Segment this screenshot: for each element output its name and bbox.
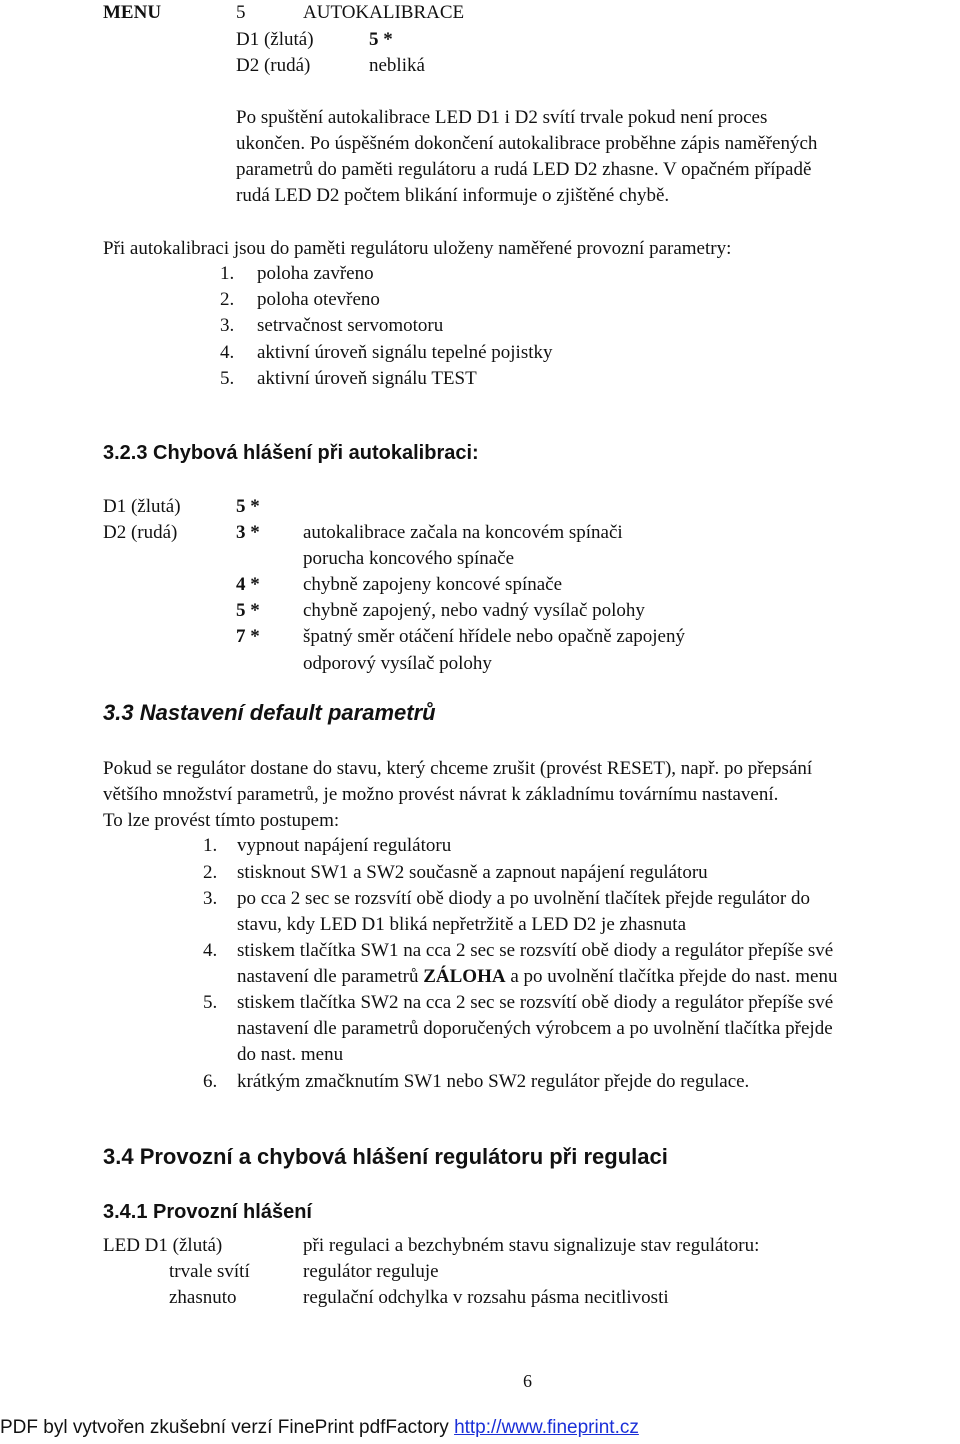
step-text: stisknout SW1 a SW2 současně a zapnout napájení regulátoru	[237, 862, 708, 883]
step-text: krátkým zmačknutím SW1 nebo SW2 regulátor přejde do regulace.	[237, 1071, 750, 1092]
error-description: chybně zapojený, nebo vadný vysílač polohy	[303, 600, 645, 621]
reset-paragraph-line: Pokud se regulátor dostane do stavu, který chceme zrušit (provést RESET), např. po přepsání	[103, 758, 813, 779]
step-text: po cca 2 sec se rozsvítí obě diody a po uvolnění tlačítek přejde regulátor do	[237, 888, 810, 909]
menu-paragraph-line: rudá LED D2 počtem blikání informuje o zjištěné chybě.	[236, 185, 670, 206]
reset-paragraph-line: To lze provést tímto postupem:	[103, 810, 340, 831]
menu-d1-value: 5 *	[369, 29, 393, 50]
status-row-label: LED D1 (žlutá)	[103, 1235, 223, 1256]
footer-text: PDF byl vytvořen zkušební verzí FinePrint pdfFactory	[0, 1417, 455, 1438]
error-code: 3 *	[236, 522, 260, 543]
page-number: 6	[523, 1371, 532, 1391]
menu-d2-led: D2 (rudá)	[236, 55, 311, 76]
params-item-number: 3.	[220, 315, 235, 336]
params-item: poloha zavřeno	[257, 263, 374, 284]
step-number: 6.	[203, 1071, 218, 1092]
status-row-label: zhasnuto	[169, 1287, 237, 1308]
status-row-value: regulační odchylka v rozsahu pásma necitlivosti	[303, 1287, 669, 1308]
params-item: setrvačnost servomotoru	[257, 315, 444, 336]
error-description: porucha koncového spínače	[303, 548, 515, 569]
d1-blink-code: 5 *	[236, 496, 260, 517]
menu-paragraph-line: ukončen. Po úspěšném dokončení autokalibrace proběhne zápis naměřených	[236, 133, 818, 154]
step-text: do nast. menu	[237, 1044, 344, 1065]
error-code: 5 *	[236, 600, 260, 621]
step-number: 3.	[203, 888, 218, 909]
error-code: 7 *	[236, 626, 260, 647]
footer-link[interactable]: http://www.fineprint.cz	[454, 1417, 639, 1438]
step-text: stiskem tlačítka SW2 na cca 2 sec se rozsvítí obě diody a regulátor přepíše své	[237, 992, 834, 1013]
status-row-label: trvale svítí	[169, 1261, 250, 1282]
params-item-number: 1.	[220, 263, 235, 284]
reset-paragraph-line: většího množství parametrů, je možno provést návrat k základnímu továrnímu nastavení.	[103, 784, 779, 805]
error-description: odporový vysílač polohy	[303, 653, 492, 674]
menu-d1-led: D1 (žlutá)	[236, 29, 314, 50]
params-item-number: 2.	[220, 289, 235, 310]
menu-d2-value: nebliká	[369, 55, 425, 76]
section-heading-3-4-1: 3.4.1 Provozní hlášení	[103, 1201, 312, 1223]
pdf-footer	[0, 1418, 639, 1437]
step-text: stiskem tlačítka SW1 na cca 2 sec se rozsvítí obě diody a regulátor přepíše své	[237, 940, 834, 961]
section-heading-3-3: 3.3 Nastavení default parametrů	[103, 700, 436, 725]
step-text	[237, 967, 837, 986]
menu-label: MENU	[103, 2, 162, 23]
step-number: 5.	[203, 992, 218, 1013]
section-heading-3-2-3: 3.2.3 Chybová hlášení při autokalibraci:	[103, 442, 479, 464]
params-item-number: 4.	[220, 342, 235, 363]
params-intro: Při autokalibraci jsou do paměti regulátoru uloženy naměřené provozní parametry:	[103, 238, 732, 259]
params-item: aktivní úroveň signálu TEST	[257, 368, 477, 389]
d1-led-label: D1 (žlutá)	[103, 496, 181, 517]
step-text-part: nastavení dle parametrů	[237, 966, 424, 987]
params-item-number: 5.	[220, 368, 235, 389]
error-code: 4 *	[236, 574, 260, 595]
menu-paragraph-line: parametrů do paměti regulátoru a rudá LED D2 zhasne. V opačném případě	[236, 159, 812, 180]
section-heading-3-4: 3.4 Provozní a chybová hlášení regulátoru při regulaci	[103, 1144, 668, 1169]
step-text: stavu, kdy LED D1 bliká nepřetržitě a LED D2 je zhasnuta	[237, 914, 686, 935]
zaloha-emphasis: ZÁLOHA	[423, 966, 506, 987]
error-description: autokalibrace začala na koncovém spínači	[303, 522, 623, 543]
menu-number: 5	[236, 2, 246, 23]
params-item: aktivní úroveň signálu tepelné pojistky	[257, 342, 553, 363]
status-row-value: při regulaci a bezchybném stavu signalizuje stav regulátoru:	[303, 1235, 760, 1256]
step-text: nastavení dle parametrů doporučených výrobcem a po uvolnění tlačítka přejde	[237, 1018, 833, 1039]
status-row-value: regulátor reguluje	[303, 1261, 439, 1282]
params-item: poloha otevřeno	[257, 289, 380, 310]
error-description: špatný směr otáčení hřídele nebo opačně zapojený	[303, 626, 685, 647]
step-number: 2.	[203, 862, 218, 883]
d2-led-label: D2 (rudá)	[103, 522, 178, 543]
step-text-part: a po uvolnění tlačítka přejde do nast. menu	[505, 966, 838, 987]
menu-title: AUTOKALIBRACE	[303, 2, 465, 23]
step-text: vypnout napájení regulátoru	[237, 835, 452, 856]
menu-paragraph-line: Po spuštění autokalibrace LED D1 i D2 svítí trvale pokud není proces	[236, 107, 768, 128]
step-number: 1.	[203, 835, 218, 856]
step-number: 4.	[203, 940, 218, 961]
error-description: chybně zapojeny koncové spínače	[303, 574, 563, 595]
